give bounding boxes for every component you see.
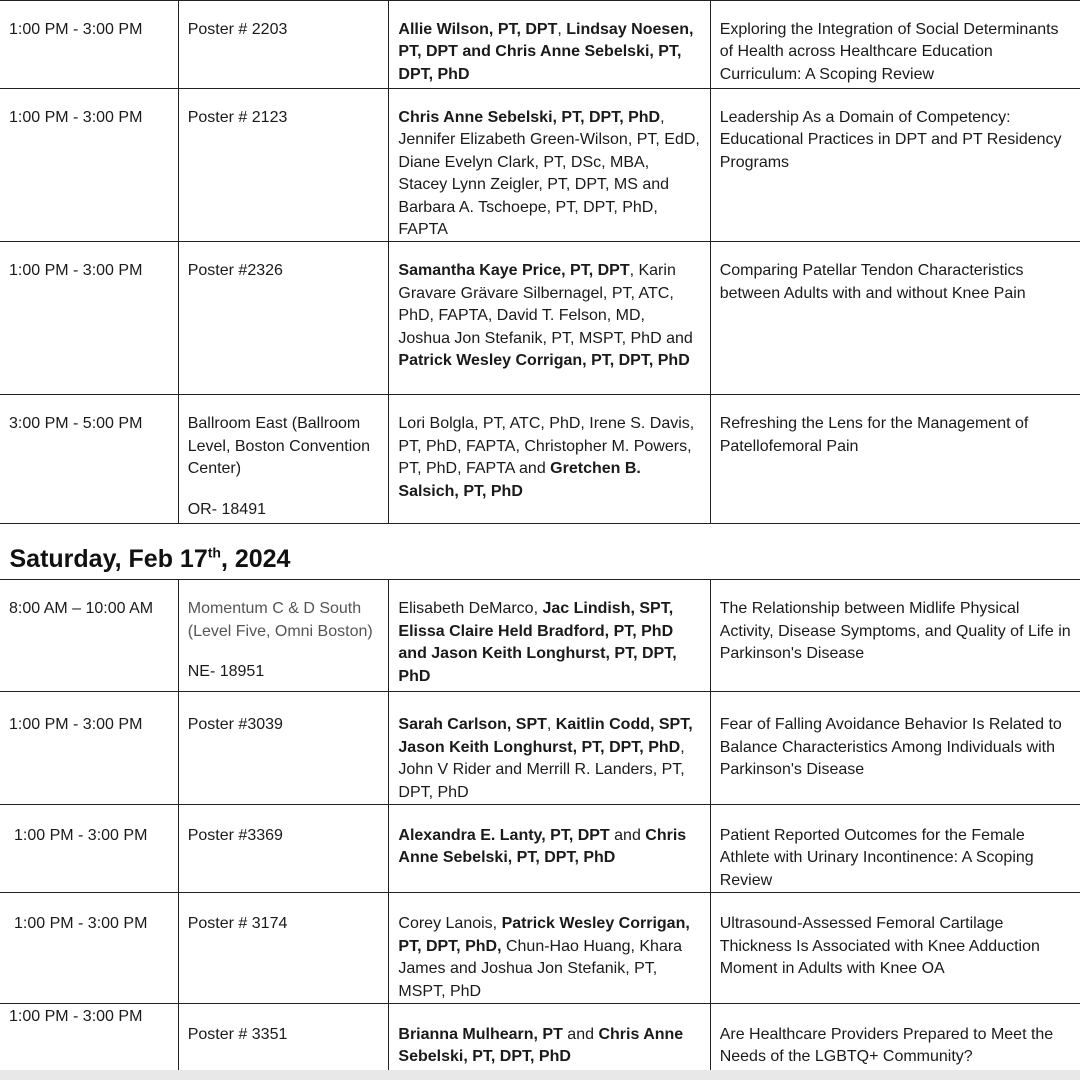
- location-cell: Momentum C & D South (Level Five, Omni Boston) NE- 18951: [178, 580, 389, 692]
- time-cell: 1:00 PM - 3:00 PM: [0, 805, 178, 893]
- time-cell: 1:00 PM - 3:00 PM: [0, 893, 178, 1004]
- location-cell: Poster #3039: [178, 692, 389, 805]
- time-cell: 1:00 PM - 3:00 PM: [0, 692, 178, 805]
- session-title-cell: Are Healthcare Providers Prepared to Meet the Needs of the LGBTQ+ Community?: [710, 1003, 1080, 1073]
- authors-cell: Lori Bolgla, PT, ATC, PhD, Irene S. Davis, PT, PhD, FAPTA, Christopher M. Powers, PT, PhD, FAPTA and Gretchen B. Salsich, PT, PhD: [389, 395, 710, 524]
- location-cell: Poster # 2123: [178, 89, 389, 242]
- location-cell: Ballroom East (Ballroom Level, Boston Convention Center) OR- 18491: [178, 395, 389, 524]
- day-heading: Saturday, Feb 17th, 2024: [9, 545, 291, 574]
- session-title-cell: Refreshing the Lens for the Management of Patellofemoral Pain: [710, 395, 1080, 524]
- table-row: [0, 89, 1080, 242]
- authors-cell: Chris Anne Sebelski, PT, DPT, PhD, Jennifer Elizabeth Green-Wilson, PT, EdD, Diane Evelyn Clark, PT, DSc, MBA, Stacey Lynn Zeigler, PT, DPT, MS and Barbara A. Tschoepe, PT, DPT, PhD, FAPTA: [389, 89, 710, 242]
- authors-cell: Corey Lanois, Patrick Wesley Corrigan, PT, DPT, PhD, Chun-Hao Huang, Khara James and Joshua Jon Stefanik, PT, MSPT, PhD: [389, 893, 710, 1004]
- location-cell: Poster #2326: [178, 242, 389, 395]
- authors-cell: Sarah Carlson, SPT, Kaitlin Codd, SPT, Jason Keith Longhurst, PT, DPT, PhD, John V Rider and Merrill R. Landers, PT, DPT, PhD: [389, 692, 710, 805]
- session-title-cell: The Relationship between Midlife Physical Activity, Disease Symptoms, and Quality of Life in Parkinson's Disease: [710, 580, 1080, 692]
- location-code: NE- 18951: [187, 663, 265, 681]
- time-cell: 1:00 PM - 3:00 PM: [0, 1, 178, 89]
- page-bottom-strip: [0, 1070, 1080, 1080]
- session-title-cell: Exploring the Integration of Social Determinants of Health across Healthcare Education Curriculum: A Scoping Review: [710, 1, 1080, 89]
- time-cell: 3:00 PM - 5:00 PM: [0, 395, 178, 524]
- session-title-cell: Fear of Falling Avoidance Behavior Is Related to Balance Characteristics Among Individuals with Parkinson's Disease: [710, 692, 1080, 805]
- table-row: [0, 242, 1080, 395]
- time-cell: 1:00 PM - 3:00 PM: [0, 1003, 178, 1073]
- session-title-cell: Leadership As a Domain of Competency: Educational Practices in DPT and PT Residency Programs: [710, 89, 1080, 242]
- authors-cell: Alexandra E. Lanty, PT, DPT and Chris Anne Sebelski, PT, DPT, PhD: [389, 805, 710, 893]
- session-title-cell: Ultrasound-Assessed Femoral Cartilage Thickness Is Associated with Knee Adduction Moment in Adults with Knee OA: [710, 893, 1080, 1004]
- time-cell: 1:00 PM - 3:00 PM: [0, 89, 178, 242]
- day-heading-row: [0, 524, 1080, 580]
- table-row: [0, 395, 1080, 524]
- location-cell: Poster # 2203: [178, 1, 389, 89]
- authors-cell: Samantha Kaye Price, PT, DPT, Karin Gravare Grävare Silbernagel, PT, ATC, PhD, FAPTA, David T. Felson, MD, Joshua Jon Stefanik, PT, MSPT, PhD and Patrick Wesley Corrigan, PT, DPT, PhD: [389, 242, 710, 395]
- authors-cell: Elisabeth DeMarco, Jac Lindish, SPT, Elissa Claire Held Bradford, PT, PhD and Jason Keith Longhurst, PT, DPT, PhD: [389, 580, 710, 692]
- authors-cell: Brianna Mulhearn, PT and Chris Anne Sebelski, PT, DPT, PhD: [389, 1003, 710, 1073]
- table-row: [0, 580, 1080, 692]
- location-code: OR- 18491: [187, 500, 266, 518]
- location-cell: Poster # 3174: [178, 893, 389, 1004]
- table-row: [0, 1003, 1080, 1073]
- time-cell: 1:00 PM - 3:00 PM: [0, 242, 178, 395]
- table-row: [0, 893, 1080, 1004]
- location-cell: Poster #3369: [178, 805, 389, 893]
- session-title-cell: Patient Reported Outcomes for the Female Athlete with Urinary Incontinence: A Scoping Review: [710, 805, 1080, 893]
- time-cell: 8:00 AM – 10:00 AM: [0, 580, 178, 692]
- location-cell: Poster # 3351: [178, 1003, 389, 1073]
- table-row: [0, 805, 1080, 893]
- table-row: [0, 1, 1080, 89]
- table-row: [0, 692, 1080, 805]
- session-title-cell: Comparing Patellar Tendon Characteristics between Adults with and without Knee Pain: [710, 242, 1080, 395]
- authors-cell: Allie Wilson, PT, DPT, Lindsay Noesen, PT, DPT and Chris Anne Sebelski, PT, DPT, PhD: [389, 1, 710, 89]
